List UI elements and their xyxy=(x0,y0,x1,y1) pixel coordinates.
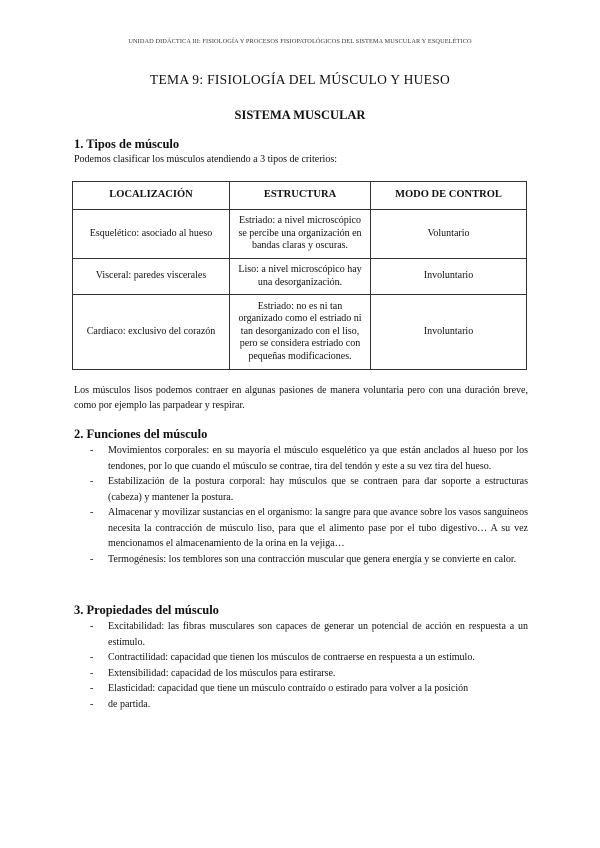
properties-list xyxy=(90,619,528,712)
list-item xyxy=(90,650,528,666)
table-cell: Involuntario xyxy=(371,295,527,370)
list-item xyxy=(90,505,528,552)
column-header: ESTRUCTURA xyxy=(230,182,371,210)
dash-bullet: - xyxy=(90,553,94,565)
muscle-types-table xyxy=(72,181,527,370)
list-item-text: Elasticidad: capacidad que tiene un músculo contraído o estirado para volver a la posición xyxy=(108,683,469,694)
column-header: LOCALIZACIÓN xyxy=(73,182,230,210)
dash-bullet: - xyxy=(90,683,94,694)
list-item-text: Estabilización de la postura corporal: hay músculos que se contraen para dar soporte a estructuras (cabeza) y mantener la postura. xyxy=(108,476,528,503)
table-cell: Esquelético: asociado al hueso xyxy=(73,210,230,259)
list-item xyxy=(90,443,528,474)
page-subtitle: SISTEMA MUSCULAR xyxy=(234,108,366,122)
column-header: MODO DE CONTROL xyxy=(371,182,527,210)
table-header-row xyxy=(73,182,527,210)
list-item xyxy=(90,666,528,682)
page-title: TEMA 9: FISIOLOGÍA DEL MÚSCULO Y HUESO xyxy=(149,72,451,87)
dash-bullet: - xyxy=(90,621,94,632)
list-item xyxy=(90,474,528,505)
list-item-text: Excitabilidad: las fibras musculares son capaces de generar un potencial de acción en respuesta a un estímulo. xyxy=(108,621,528,648)
functions-list xyxy=(90,443,528,567)
table-row xyxy=(73,259,527,295)
table-row xyxy=(73,295,527,370)
list-item-text: de partida. xyxy=(108,698,151,710)
dash-bullet: - xyxy=(90,667,94,679)
list-item xyxy=(90,552,528,568)
section-heading-propiedades: 3. Propiedades del músculo xyxy=(74,603,219,617)
list-item-text: Extensibilidad: capacidad de los músculos para estirarse. xyxy=(108,667,336,679)
list-item-text: Movimientos corporales: en su mayoría el músculo esquelético ya que están anclados al hueso por los tendones, por lo que cuando el músculo se contrae, tira del tendón y este a su vez tira del hueso. xyxy=(108,445,528,472)
table-cell: Liso: a nivel microscópico hay una desorganización. xyxy=(230,259,371,295)
section-intro: Podemos clasificar los músculos atendiendo a 3 tipos de criterios: xyxy=(74,154,337,165)
table-cell: Cardiaco: exclusivo del corazón xyxy=(73,295,230,370)
section-heading-tipos: 1. Tipos de músculo xyxy=(74,137,180,151)
table-cell: Estriado: no es ni tan organizado como el estriado ni tan desorganizado con el liso, pero se considera estriado con pequeñas modificaciones. xyxy=(230,295,371,370)
dash-bullet: - xyxy=(90,507,94,518)
dash-bullet: - xyxy=(90,445,94,456)
list-item-text: Almacenar y movilizar sustancias en el organismo: la sangre para que avance sobre los vasos sanguíneos necesita la contracción de músculo liso, para que el alimento pase por el tubo digestivo… A su vez mencionamos el almacenamiento de la orina en la vejiga… xyxy=(108,507,528,549)
list-item-text: Contractilidad: capacidad que tienen los músculos de contraerse en respuesta a un estímulo. xyxy=(108,652,475,663)
dash-bullet: - xyxy=(90,652,94,663)
table-row xyxy=(73,210,527,259)
list-item xyxy=(90,619,528,650)
running-header: UNIDAD DIDÁCTICA III: FISIOLOGÍA Y PROCESOS FISIOPATOLÓGICOS DEL SISTEMA MUSCULAR Y ESQUELÉTICO xyxy=(128,38,472,45)
table-cell: Voluntario xyxy=(371,210,527,259)
table-cell: Estriado: a nivel microscópico se percibe una organización en bandas claras y oscuras. xyxy=(230,210,371,259)
dash-bullet: - xyxy=(90,698,94,710)
list-item xyxy=(90,697,528,713)
table-cell: Involuntario xyxy=(371,259,527,295)
list-item-text: Termogénesis: los temblores son una contracción muscular que genera energía y se convierte en calor. xyxy=(108,553,517,565)
smooth-muscle-note: Los músculos lisos podemos contraer en algunas pasiones de manera voluntaria pero con una duración breve, como por ejemplo las parpadear y respirar. xyxy=(74,385,528,411)
dash-bullet: - xyxy=(90,476,94,487)
list-item xyxy=(90,681,528,697)
section-heading-funciones: 2. Funciones del músculo xyxy=(74,427,208,441)
table-cell: Visceral: paredes viscerales xyxy=(73,259,230,295)
